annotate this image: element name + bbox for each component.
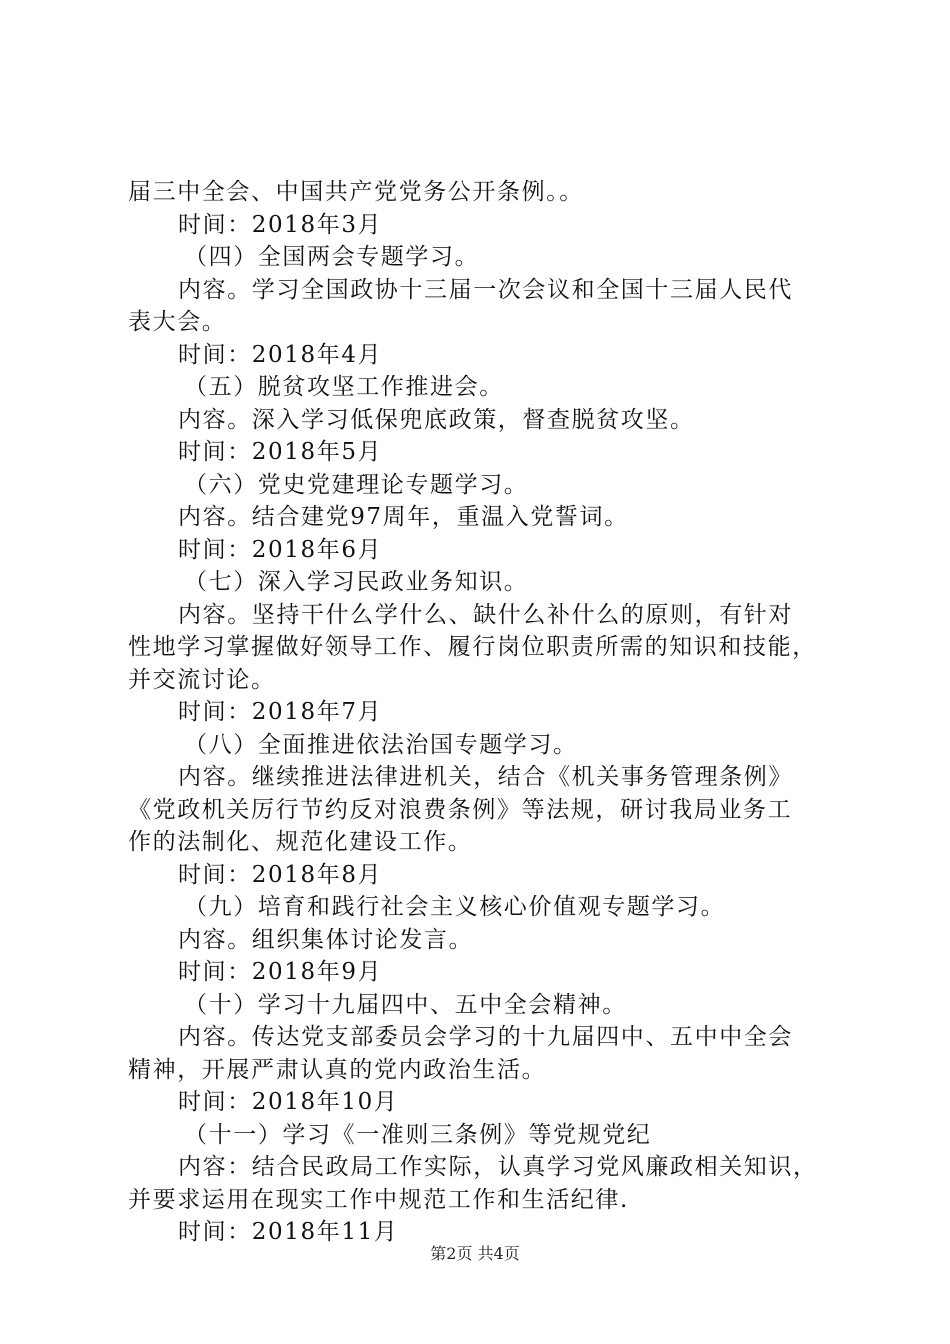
content-line: 内容。坚持干什么学什么、缺什么补什么的原则，有针对 (178, 601, 793, 628)
content-line: 内容。传达党支部委员会学习的十九届四中、五中中全会 (178, 1024, 793, 1050)
time-line: 时间：2018年8月 (178, 861, 383, 888)
content-line: 内容。学习全国政协十三届一次会议和全国十三届人民代 (178, 276, 793, 303)
text-line: 性地学习掌握做好领导工作、履行岗位职责所需的知识和技能， (128, 634, 817, 660)
text-line: 届三中全会、中国共产党党务公开条例。。 (128, 179, 584, 205)
section-heading: （七）深入学习民政业务知识。 (184, 569, 529, 595)
section-heading: （八）全面推进依法治国专题学习。 (184, 731, 578, 758)
content-line: 内容。深入学习低保兜底政策，督查脱贫攻坚。 (178, 406, 695, 433)
content-line: 内容。组织集体讨论发言。 (178, 926, 474, 953)
content-line: 内容。继续推进法律进机关，结合《机关事务管理条例》 (178, 764, 793, 790)
text-line: 表大会。 (128, 309, 227, 335)
time-line: 时间：2018年10月 (178, 1089, 399, 1115)
section-heading: （十）学习十九届四中、五中全会精神。 (184, 991, 627, 1018)
time-line: 时间：2018年6月 (178, 536, 383, 563)
section-heading: （十一）学习《一准则三条例》等党规党纪 (184, 1121, 652, 1148)
text-line: 作的法制化、规范化建设工作。 (128, 829, 473, 855)
section-heading: （四）全国两会专题学习。 (184, 244, 480, 270)
time-line: 时间：2018年7月 (178, 699, 383, 725)
content-line: 内容。结合建党97周年，重温入党誓词。 (178, 504, 629, 530)
section-heading: （六）党史党建理论专题学习。 (184, 471, 529, 498)
time-line: 时间：2018年5月 (178, 439, 383, 465)
text-line: 并要求运用在现实工作中规范工作和生活纪律. (128, 1186, 629, 1213)
content-line: 内容：结合民政局工作实际，认真学习党风廉政相关知识， (178, 1154, 818, 1180)
text-line: 精神，开展严肃认真的党内政治生活。 (128, 1056, 547, 1083)
text-line: 《党政机关厉行节约反对浪费条例》等法规，研讨我局业务工 (128, 796, 793, 823)
section-heading: （五）脱贫攻坚工作推进会。 (184, 374, 504, 400)
time-line: 时间：2018年9月 (178, 959, 383, 985)
time-line: 时间：2018年3月 (178, 211, 383, 238)
page-number-footer: 第2页 共4页 (430, 1244, 520, 1263)
time-line: 时间：2018年11月 (178, 1219, 399, 1245)
time-line: 时间：2018年4月 (178, 341, 383, 368)
document-body (128, 176, 838, 1249)
section-heading: （九）培育和践行社会主义核心价值观专题学习。 (184, 894, 726, 920)
text-line: 并交流讨论。 (128, 666, 276, 693)
